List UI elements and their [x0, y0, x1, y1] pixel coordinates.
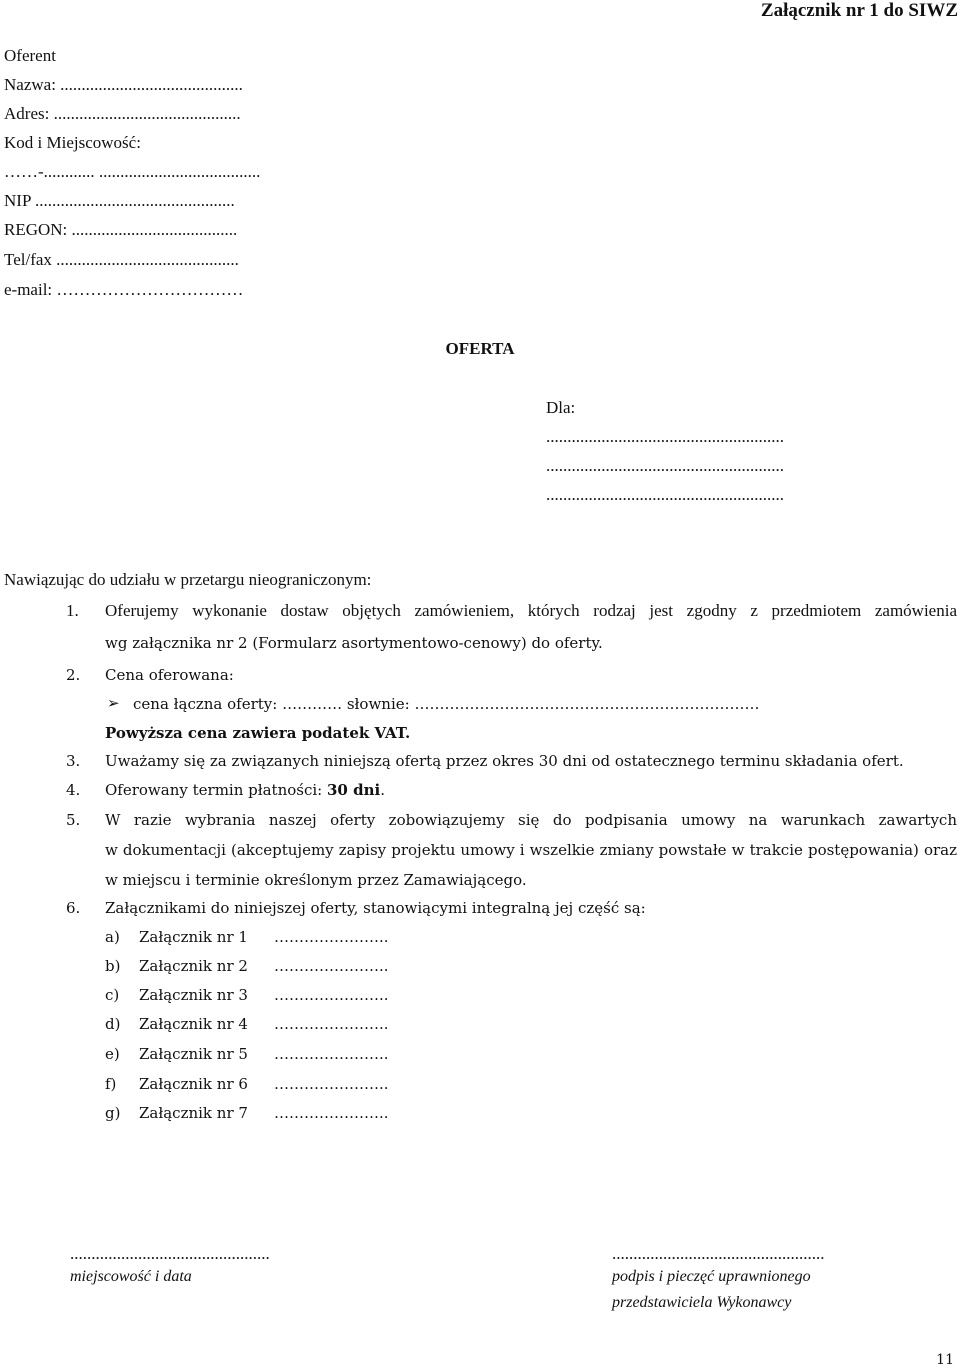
recipient-line: ........................................................ [546, 427, 784, 446]
bidder-nip-field: NIP ............................................... [4, 191, 235, 210]
attachment-letter: b) [105, 957, 121, 975]
arrow-bullet-icon: ➢ [107, 696, 120, 712]
attachment-dots: ………………….. [274, 1104, 389, 1122]
attachment-dots: ………………….. [274, 1045, 389, 1063]
item-number: 2. [66, 666, 81, 684]
recipient-label: Dla: [546, 398, 576, 417]
attachment-dots: ………………….. [274, 1015, 389, 1033]
vat-note: Powyższa cena zawiera podatek VAT. [105, 724, 411, 742]
bidder-telfax-field: Tel/fax ........................................... [4, 250, 239, 269]
attachment-label: Załącznik nr 2 [139, 957, 248, 975]
attachment-label: Załącznik nr 4 [139, 1015, 248, 1033]
total-price-line: cena łączna oferty: ………… słownie: …………………………………………………………… [133, 695, 760, 713]
attachment-label: Załącznik nr 1 [139, 928, 248, 946]
attachment-dots: ………………….. [274, 1075, 389, 1093]
attachment-dots: ………………….. [274, 986, 389, 1004]
item-text: w dokumentacji (akceptujemy zapisy projektu umowy i wszelkie zmiany powstałe w trakcie postępowania) oraz [105, 841, 957, 859]
attachment-dots: ………………….. [274, 928, 389, 946]
item-number: 3. [66, 752, 81, 770]
attachment-dots: ………………….. [274, 957, 389, 975]
item-text: wg załącznika nr 2 (Formularz asortymentowo-cenowy) do oferty. [105, 634, 603, 652]
bidder-postcode-field: ……-............ ...................................... [4, 162, 261, 181]
bidder-label: Oferent [4, 46, 56, 65]
item-text: Uważamy się za związanych niniejszą ofertą przez okres 30 dni od ostatecznego terminu składania ofert. [105, 752, 904, 770]
attachment-letter: e) [105, 1045, 120, 1063]
bidder-email-field: e-mail: …………………………… [4, 280, 244, 299]
item-text: Oferujemy wykonanie dostaw objętych zamówieniem, których rodzaj jest zgodny z przedmiotem zamówienia [105, 601, 957, 620]
bidder-address-field: Adres: ............................................ [4, 104, 241, 123]
item-text: Cena oferowana: [105, 666, 234, 684]
payment-term-label: Oferowany termin płatności: [105, 781, 327, 799]
attachment-label: Załącznik nr 7 [139, 1104, 248, 1122]
annex-header: Załącznik nr 1 do SIWZ [760, 0, 958, 21]
attachment-letter: c) [105, 986, 120, 1004]
attachment-label: Załącznik nr 5 [139, 1045, 248, 1063]
signature-label: podpis i pieczęć uprawnionego [612, 1268, 811, 1285]
attachment-letter: a) [105, 928, 120, 946]
item-text: Załącznikami do niniejszej oferty, stanowiącymi integralną jej część są: [105, 899, 646, 917]
signature-dots: .................................................. [612, 1244, 825, 1263]
item-number: 1. [66, 601, 79, 620]
bidder-name-field: Nazwa: ........................................... [4, 75, 243, 94]
offer-title: OFERTA [445, 339, 515, 358]
bidder-city-label: Kod i Miejscowość: [4, 133, 141, 152]
item-number: 6. [66, 899, 81, 917]
attachment-letter: g) [105, 1104, 121, 1122]
attachment-label: Załącznik nr 3 [139, 986, 248, 1004]
item-number: 4. [66, 781, 81, 799]
item-text: w miejscu i terminie określonym przez Zamawiającego. [105, 871, 527, 889]
payment-term-value: 30 dni [326, 781, 381, 799]
payment-term-tail: . [380, 781, 385, 799]
item-text [105, 781, 385, 799]
bidder-regon-field: REGON: ....................................... [4, 220, 238, 239]
attachment-label: Załącznik nr 6 [139, 1075, 248, 1093]
intro-text: Nawiązując do udziału w przetargu nieograniczonym: [4, 570, 372, 589]
place-date-dots: ............................................... [70, 1244, 270, 1263]
attachment-letter: d) [105, 1015, 121, 1033]
place-date-label: miejscowość i data [70, 1268, 192, 1285]
recipient-line: ........................................................ [546, 456, 784, 475]
item-number: 5. [66, 811, 81, 829]
attachment-letter: f) [105, 1075, 117, 1093]
page-number: 11 [936, 1352, 954, 1368]
signature-label-2: przedstawiciela Wykonawcy [612, 1294, 792, 1311]
item-text: W razie wybrania naszej oferty zobowiązujemy się do podpisania umowy na warunkach zawartych [105, 811, 957, 829]
recipient-line: ........................................................ [546, 485, 784, 504]
